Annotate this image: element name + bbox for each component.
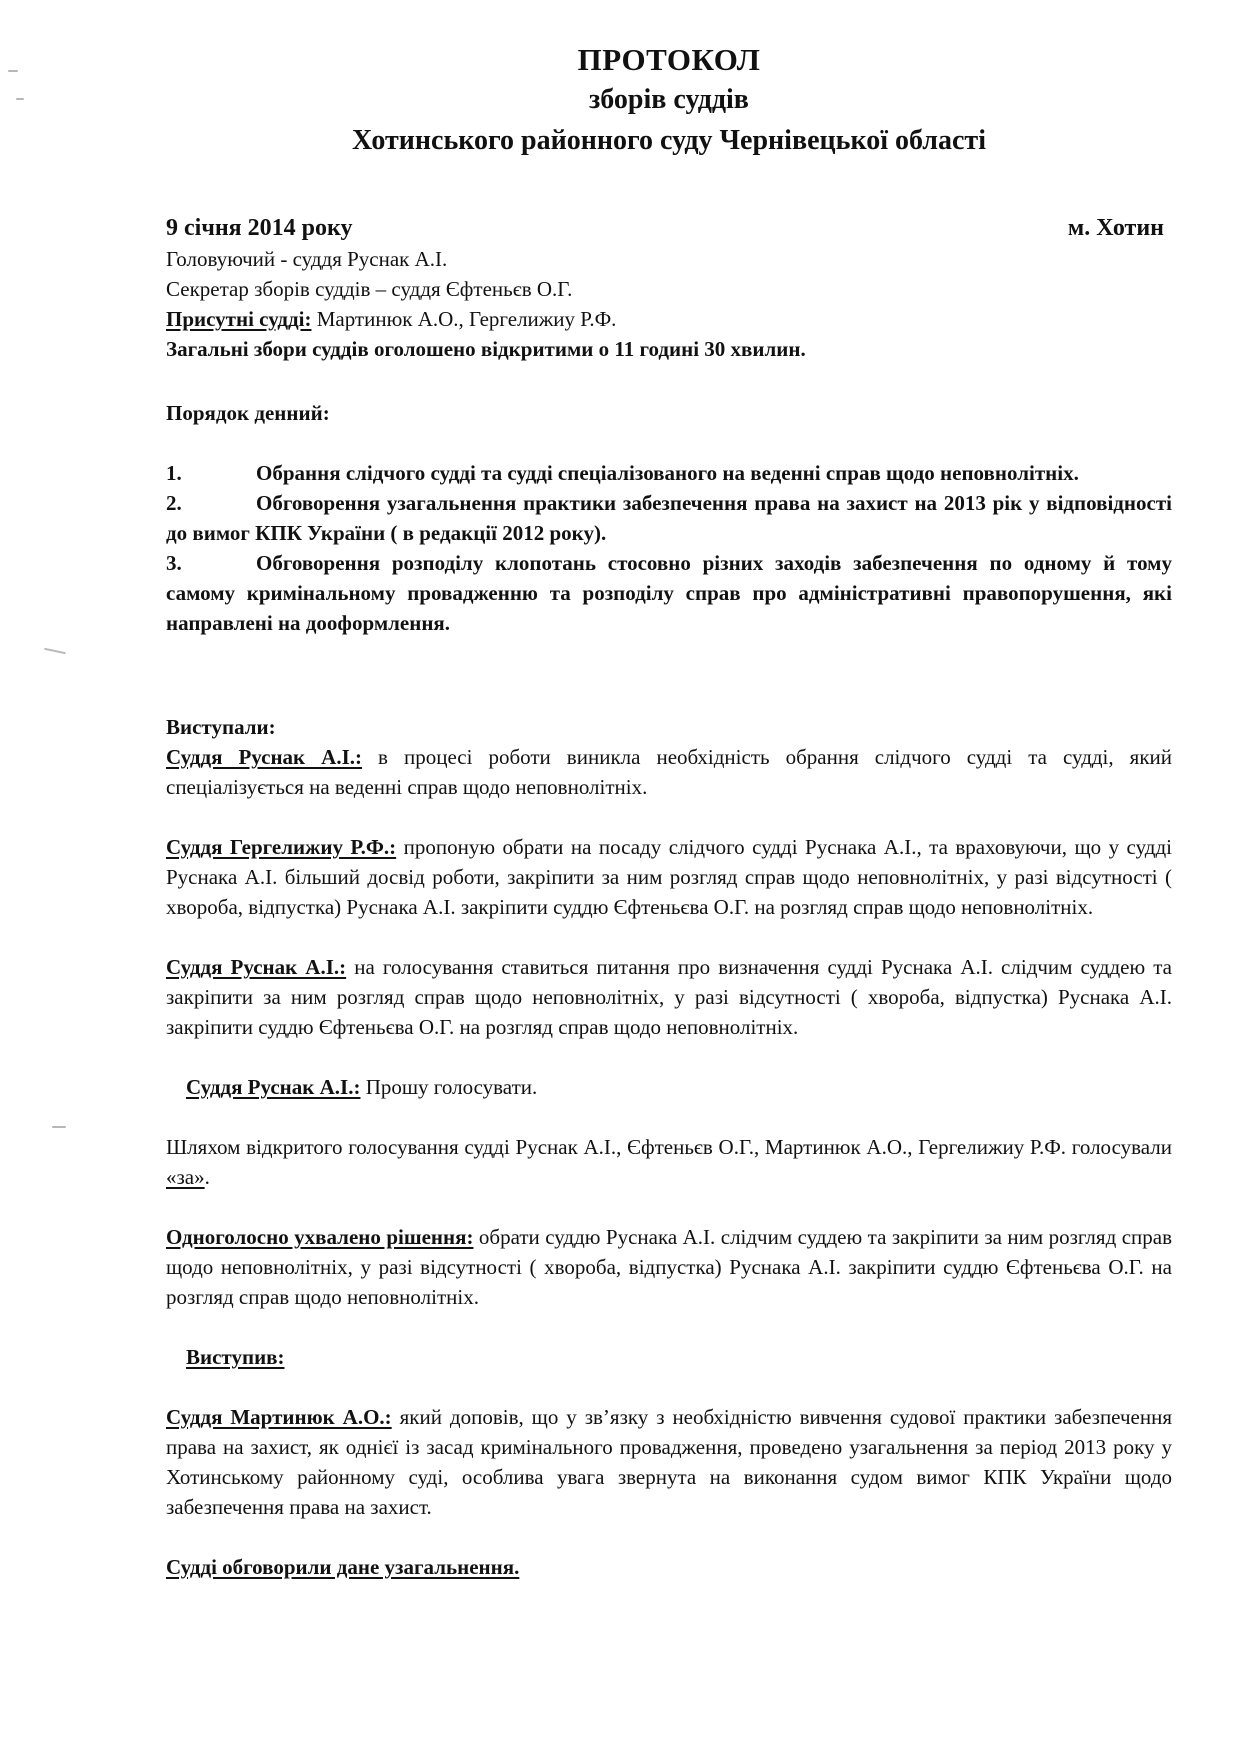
speech-text: Прошу голосувати. — [360, 1075, 538, 1099]
speech-entry — [166, 952, 1172, 1042]
speeches-heading: Виступали: — [166, 715, 276, 739]
speech-text: пропоную обрати на посаду слідчого судді Руснака А.І., та враховуючи, що у судді Руснака А.І. більший досвід роботи, закріпити за ним розгляд справ щодо неповнолітніх, у разі відсутності ( хвороба, відпустка) Руснака А.І. закріпити суддю Єфтеньєва О.Г. на розгляд справ щодо неповнолітніх. — [166, 835, 1172, 919]
opening-statement: Загальні збори суддів оголошено відкритими о 11 годині 30 хвилин. — [166, 337, 806, 361]
speech-text: який доповів, що у зв’язку з необхідністю вивчення судової практики забезпечення права на захист, як однієї із засад кримінального провадження, проведено узагальнення за період 2013 року у Хотинському районному суді, особлива увага звернута на виконання судом вимог КПК України щодо забезпечення права на захист. — [166, 1405, 1172, 1519]
speaker-name: Суддя Мартинюк А.О.: — [166, 1405, 392, 1429]
agenda-item-text: Обрання слідчого судді та судді спеціалізованого на веденні справ щодо неповнолітніх. — [256, 461, 1079, 485]
agenda-item-text: Обговорення розподілу клопотань стосовно різних заходів забезпечення по одному й тому самому кримінальному провадженню та розподілу справ про адміністративні правопорушення, які направлені на дооформлення. — [166, 551, 1172, 635]
agenda-item-number: 2. — [166, 491, 182, 515]
decision-label: Одноголосно ухвалено рішення: — [166, 1225, 474, 1249]
scan-artifact — [8, 70, 18, 72]
speech2-entry — [166, 1402, 1172, 1522]
speaker-name: Суддя Руснак А.І.: — [166, 955, 347, 979]
speaker-name: Суддя Руснак А.І.: — [186, 1075, 361, 1099]
speech-entry — [166, 742, 1172, 802]
vote-text: Шляхом відкритого голосування судді Руснак А.І., Єфтеньєв О.Г., Мартинюк А.О., Гергелижиу Р.Ф. голосували — [166, 1135, 1172, 1159]
agenda-heading: Порядок денний: — [166, 401, 330, 425]
agenda-list — [166, 458, 1172, 638]
scan-artifact — [44, 648, 66, 655]
institution-name: Хотинського районного суду Чернівецької області — [352, 125, 986, 156]
agenda-item-number: 3. — [166, 551, 182, 575]
agenda-item — [166, 458, 1172, 488]
scan-artifact — [52, 1126, 66, 1128]
decision-text: обрати суддю Руснака А.І. слідчим суддею та закріпити за ним розгляд справ щодо неповнолітніх, у разі відсутності ( хвороба, відпустка) Руснака А.І. закріпити суддю Єфтеньєва О.Г. на розгляд справ щодо неповнолітніх. — [166, 1225, 1172, 1309]
document-title: ПРОТОКОЛ — [577, 42, 761, 77]
present-line — [166, 304, 1172, 334]
vote-result: «за» — [166, 1165, 205, 1189]
speech-entry — [166, 832, 1172, 922]
speech-text: в процесі роботи виникла необхідність обрання слідчого судді та судді, який спеціалізується на веденні справ щодо неповнолітніх. — [166, 745, 1173, 799]
closing-line — [166, 1552, 1172, 1582]
scan-artifact — [16, 98, 24, 100]
speech-text: на голосування ставиться питання про визначення судді Руснака А.І. слідчим суддею та закріпити за ним розгляд справ щодо неповнолітніх, у разі відсутності ( хвороба, відпустка) Руснака А.І. закріпити суддю Єфтеньєва О.Г. на розгляд справ щодо неповнолітніх. — [166, 955, 1172, 1039]
present-label: Присутні судді: — [166, 307, 312, 331]
speech2-heading: Виступив: — [186, 1345, 285, 1369]
document-subtitle: зборів суддів — [589, 84, 749, 115]
speech2-heading-row — [166, 1342, 1172, 1372]
present-names: Мартинюк А.О., Гергелижиу Р.Ф. — [311, 307, 617, 331]
chair-line: Головуючий - суддя Руснак А.І. — [166, 247, 448, 271]
date-place-line — [166, 212, 1172, 244]
agenda-item — [166, 488, 1172, 548]
closing-text: Судді обговорили дане узагальнення. — [166, 1555, 520, 1579]
vote-paragraph — [166, 1132, 1172, 1192]
document-body — [166, 40, 1172, 1582]
agenda-item-number: 1. — [166, 461, 182, 485]
speaker-name: Суддя Гергелижиу Р.Ф.: — [166, 835, 397, 859]
meeting-place: м. Хотин — [1067, 215, 1164, 241]
vote-end: . — [204, 1165, 210, 1189]
speaker-name: Суддя Руснак А.І.: — [166, 745, 363, 769]
secretary-line: Секретар зборів суддів – суддя Єфтеньєв О.Г. — [166, 277, 573, 301]
agenda-item-text: Обговорення узагальнення практики забезпечення права на захист на 2013 рік у відповідності до вимог КПК України ( в редакції 2012 року). — [166, 491, 1172, 545]
speech-entry — [166, 1072, 1172, 1102]
meeting-date: 9 січня 2014 року — [166, 215, 353, 241]
agenda-item — [166, 548, 1172, 638]
decision-paragraph — [166, 1222, 1172, 1312]
